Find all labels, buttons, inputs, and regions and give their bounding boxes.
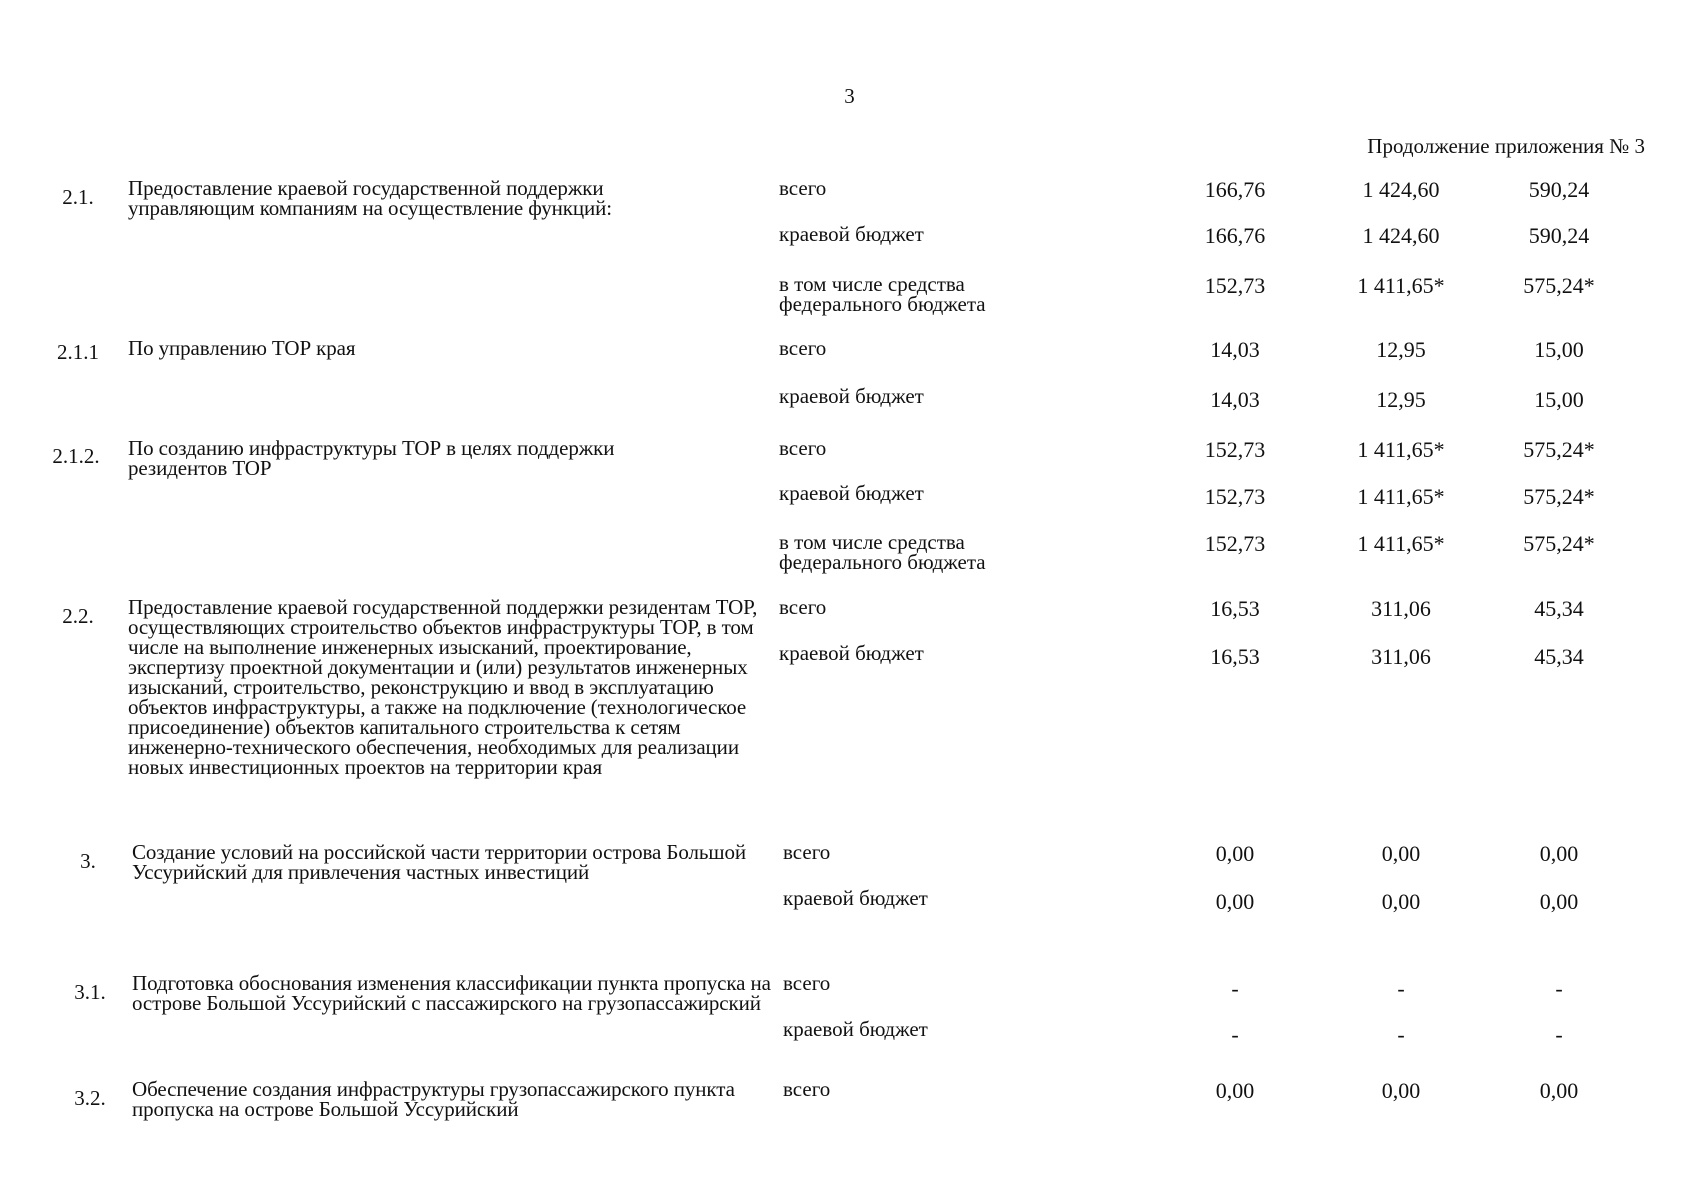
value-col-2: 1 424,60 [1362, 223, 1440, 248]
funding-source: краевой бюджет [779, 222, 924, 246]
funding-source: всего [779, 595, 827, 619]
value-col-2: 1 411,65* [1357, 437, 1445, 462]
row-title: Предоставление краевой государственной поддержки управляющим компаниям на осуществление функций: [128, 176, 612, 220]
value-col-1: 14,03 [1210, 387, 1260, 412]
value-col-1: 0,00 [1215, 841, 1255, 866]
funding-source: всего [783, 1077, 831, 1101]
value-col-2: 1 424,60 [1362, 177, 1440, 202]
value-col-3: 575,24* [1523, 437, 1595, 462]
value-col-2: 12,95 [1376, 387, 1426, 412]
value-col-1: - [1231, 1022, 1239, 1047]
funding-source: всего [779, 436, 827, 460]
funding-line [0, 274, 1699, 318]
value-col-1: 152,73 [1204, 273, 1266, 298]
value-col-3: 575,24* [1523, 484, 1595, 509]
funding-line [0, 532, 1699, 576]
funding-source: всего [779, 336, 827, 360]
value-col-2: 0,00 [1381, 1078, 1421, 1103]
row-number: 2.2. [62, 604, 94, 628]
funding-line [0, 336, 1699, 380]
value-col-3: 45,34 [1534, 644, 1584, 669]
value-col-1: 166,76 [1204, 177, 1266, 202]
funding-line [0, 888, 1699, 932]
funding-source: всего [779, 176, 827, 200]
value-col-2: - [1397, 1022, 1405, 1047]
value-col-1: 0,00 [1215, 889, 1255, 914]
funding-source: краевой бюджет [783, 886, 928, 910]
value-col-3: 0,00 [1539, 889, 1579, 914]
funding-source: всего [783, 971, 831, 995]
value-col-2: 0,00 [1381, 841, 1421, 866]
funding-source: в том числе средства федерального бюджета [779, 272, 986, 316]
row-number: 3.1. [74, 980, 106, 1004]
value-col-1: 16,53 [1210, 596, 1260, 621]
row-number: 2.1. [62, 185, 94, 209]
row-number: 2.1.2. [52, 444, 100, 468]
row-title: По созданию инфраструктуры ТОР в целях поддержки резидентов ТОР [128, 436, 615, 480]
value-col-3: - [1555, 976, 1563, 1001]
funding-source: всего [783, 840, 831, 864]
value-col-3: 575,24* [1523, 273, 1595, 298]
row-title: Обеспечение создания инфраструктуры грузопассажирского пункта пропуска на острове Большой Уссурийский [132, 1077, 735, 1121]
funding-line [0, 483, 1699, 527]
value-col-1: 166,76 [1204, 223, 1266, 248]
page-number: 3 [844, 84, 855, 108]
value-col-1: 152,73 [1204, 437, 1266, 462]
funding-line [0, 971, 1699, 1015]
continuation-label: Продолжение приложения № 3 [1367, 134, 1645, 158]
funding-line [0, 840, 1699, 884]
value-col-2: 311,06 [1371, 644, 1431, 669]
value-col-1: 16,53 [1210, 644, 1260, 669]
funding-line [0, 643, 1699, 687]
value-col-2: 1 411,65* [1357, 273, 1445, 298]
funding-line [0, 224, 1699, 268]
row-number: 3. [80, 849, 96, 873]
value-col-3: 0,00 [1539, 841, 1579, 866]
value-col-3: 0,00 [1539, 1078, 1579, 1103]
value-col-2: 311,06 [1371, 596, 1431, 621]
value-col-3: 590,24 [1528, 177, 1590, 202]
value-col-1: 0,00 [1215, 1078, 1255, 1103]
funding-line [0, 1019, 1699, 1063]
funding-source: краевой бюджет [783, 1017, 928, 1041]
funding-source: краевой бюджет [779, 641, 924, 665]
funding-line [0, 436, 1699, 480]
funding-source: в том числе средства федерального бюджета [779, 530, 986, 574]
value-col-2: 1 411,65* [1357, 484, 1445, 509]
row-number: 2.1.1 [57, 340, 99, 364]
value-col-2: 12,95 [1376, 337, 1426, 362]
row-number: 3.2. [74, 1086, 106, 1110]
value-col-3: 15,00 [1534, 387, 1584, 412]
value-col-1: 152,73 [1204, 531, 1266, 556]
row-title: Создание условий на российской части территории острова Большой Уссурийский для привлечения частных инвестиций [132, 840, 746, 884]
value-col-1: 152,73 [1204, 484, 1266, 509]
funding-line [0, 386, 1699, 430]
row-title: Предоставление краевой государственной поддержки резидентам ТОР, осуществляющих строительство объектов инфраструктуры ТОР, в том числе на выполнение инженерных изысканий, проектирование, экспертизу проектной документации и (или) результатов инженерных изысканий, строительство, реконструкцию и ввод в эксплуатацию объектов инфраструктуры, а также на подключение (технологическое присоединение) объектов капитального строительства к сетям инженерно-технического обеспечения, необходимых для реализации новых инвестиционных проектов на территории края [128, 595, 758, 779]
value-col-3: 15,00 [1534, 337, 1584, 362]
funding-line [0, 176, 1699, 220]
value-col-2: 0,00 [1381, 889, 1421, 914]
value-col-1: 14,03 [1210, 337, 1260, 362]
funding-line [0, 595, 1699, 639]
row-title: По управлению ТОР края [128, 336, 356, 360]
value-col-1: - [1231, 976, 1239, 1001]
value-col-3: 575,24* [1523, 531, 1595, 556]
value-col-2: - [1397, 976, 1405, 1001]
value-col-3: 590,24 [1528, 223, 1590, 248]
value-col-3: - [1555, 1022, 1563, 1047]
funding-source: краевой бюджет [779, 481, 924, 505]
value-col-2: 1 411,65* [1357, 531, 1445, 556]
row-title: Подготовка обоснования изменения классификации пункта пропуска на острове Большой Уссурийский с пассажирского на грузопассажирский [132, 971, 771, 1015]
value-col-3: 45,34 [1534, 596, 1584, 621]
funding-source: краевой бюджет [779, 384, 924, 408]
funding-line [0, 1077, 1699, 1121]
